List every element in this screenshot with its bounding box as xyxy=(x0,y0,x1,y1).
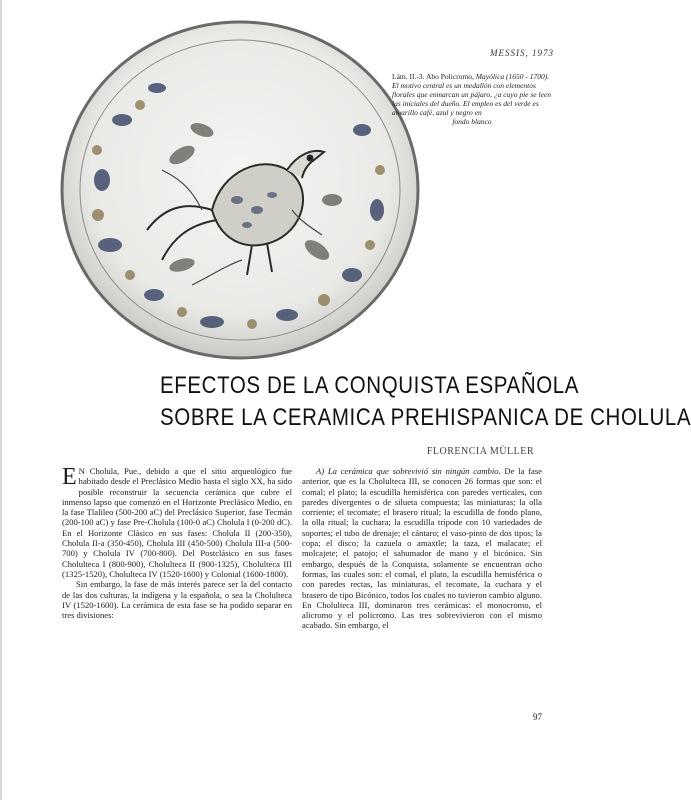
section-subhead: A) La cerámica que sobrevivió sin ningún cambio. xyxy=(316,466,501,476)
left-paragraph-1 xyxy=(62,466,292,579)
left-paragraph-1-text: N Cholula, Pue., debido a que el sitio arqueológico fue habitado desde el Preclásico Medio hasta el siglo XX, ha sido posible reconstruir la secuencia cerámica que cubre el inmenso lapso que comenzó en el Horizonte Preclásico Medio, en la fase Tlalileo (500-200 aC) del Preclásico Superior, fase Tecmán (200-100 aC) y fase Pre-Cholula (100-0 aC) Cholula I (0-200 dC). En el Horizonte Clásico en sus fases: Cholula II (200-350), Cholula II-a (350-450), Cholula III (450-500) Cholula III-a (500-700) y Cholula IV (700-800). Del Postclásico en sus fases Cholulteca I (800-900), Cholulteca II (900-1325), Cholulteca III (1325-1520), Cholulteca IV (1520-1600) y Colonial (1600-1800). xyxy=(62,466,292,579)
article-title xyxy=(160,372,691,436)
plate-caption xyxy=(392,72,552,126)
right-paragraph-1-text: De la fase anterior, que es la Cholulteca III, se conocen 26 formas que son: el comal; el plato; la escudilla hemisférica con paredes verticales, con paredes divergentes o de silueta compuesta; las miniaturas; la olla corriente; el tecomate; el brasero ritual; la escudilla de fondo plano, la olla ritual; la cuchara; la escudilla trípode con 10 variedades de soportes; el tubo de drenaje; el cántaro; el vaso-pinto de dos tipos; la copa; el disco; la cazuela o amaxtle; la taza, el malacate; el molcajete; el patojo; el sahumador de mano y el bicónico. Sin embargo, después de la Conquista, solamente se encuentran ocho formas, las cuales son: el comal, el plato, la escudilla hemisférica o con paredes rectas, las miniaturas, el tecomate, la cuchara y el brasero de tipo Bicónico, todos los cuales no tuvieron cambio alguno. En Cholulteca III, dominaron tres cerámicas: el monocromo, el alicromo y el policromo. Las tres sobrevivieron con el mismo acabado. Sin embargo, el xyxy=(302,466,542,631)
running-head: MESSIS, 1973 xyxy=(490,48,554,58)
author-name: FLORENCIA MÜLLER xyxy=(426,446,534,457)
right-paragraph-1 xyxy=(302,466,542,631)
plate-illustration xyxy=(62,60,392,340)
left-column xyxy=(62,466,292,620)
title-line-1: EFECTOS DE LA CONQUISTA ESPAÑOLA xyxy=(160,372,580,400)
drop-cap: E xyxy=(62,464,77,490)
caption-lead: Lám. II.-3. Abo Policromo, xyxy=(392,72,474,81)
caption-last-line: fondo blanco xyxy=(452,117,492,126)
page-number: 97 xyxy=(533,712,542,722)
left-paragraph-2: Sin embargo, la fase de más interés parece ser la del contacto de las dos culturas, la indígena y la española, o sea la Cholulteca IV (1520-1600). La cerámica de esta fase se ha podido separar en tres divisiones: xyxy=(62,579,292,621)
caption-text: Mayólica (1650 - 1700). El motivo central es un medallón con elementos florales que enmarcan un pájaro, ¿a cuyo pie se leen las iniciales del dueño. El empleo es del verde es amarillo café, azul y negro en xyxy=(392,72,551,117)
right-column xyxy=(302,466,542,631)
ceramic-plate-photo xyxy=(62,60,392,340)
title-line-2: SOBRE LA CERAMICA PREHISPANICA DE CHOLULA xyxy=(160,404,691,432)
